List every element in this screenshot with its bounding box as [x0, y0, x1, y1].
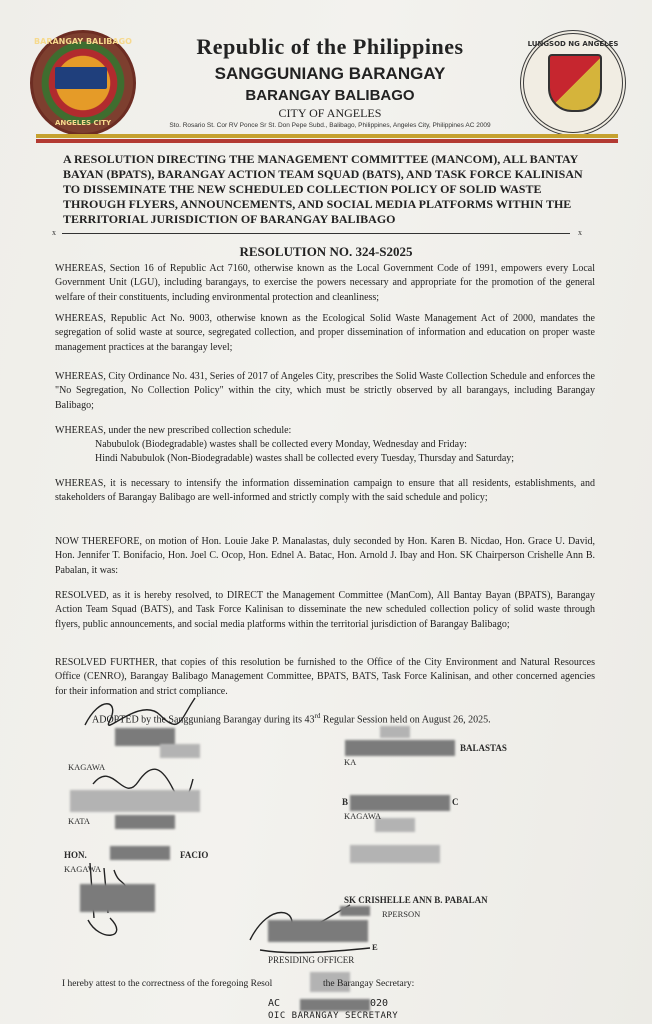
left-seal-top-text: BARANGAY BALIBAGO	[34, 37, 132, 46]
title-separator	[52, 228, 582, 237]
paragraph-whereas-1: WHEREAS, Section 16 of Republic Act 7160, otherwise known as the Local Government Code of 1991, empowers every Local Government Unit (LGU), including barangays, to exercise the powers necessary and appropriate for the promotion of the general welfare of their constituents, including environmental protection and cleanliness;	[55, 263, 595, 303]
redacted-name-5	[350, 845, 440, 863]
paragraph-whereas-2: WHEREAS, Republic Act No. 9003, otherwise known as the Ecological Solid Waste Management Act of 2000, mandates the segregation of solid waste at source, segregated collection, and proper dissemination of information and education on proper waste management practices at the barangay level;	[55, 313, 595, 353]
signature-scribble-1	[80, 690, 200, 730]
schedule-biodegradable: Nabubulok (Biodegradable) wastes shall be collected every Monday, Wednesday and Friday:	[95, 439, 467, 450]
header-barangay: BARANGAY BALIBAGO	[245, 87, 415, 104]
signatory-right-2-name: B	[342, 797, 349, 807]
header-city: CITY OF ANGELES	[278, 106, 382, 120]
signatory-left-3-name: FACIO	[180, 850, 209, 860]
attestation-text-a: I hereby attest to the correctness of the foregoing Resol	[62, 979, 273, 989]
secretary-handwriting-1: AC	[268, 998, 281, 1009]
redacted-name-11	[300, 999, 370, 1011]
header-divider-red	[36, 139, 618, 143]
signatory-right-2-role: KAGAWA	[344, 811, 382, 821]
redacted-name-6	[110, 846, 170, 860]
adopted-text-a: ADOPTED by the Sangguniang Barangay during its 43	[92, 714, 315, 726]
redacted-name-8	[340, 906, 370, 916]
signatory-left-3-prefix: HON.	[64, 850, 87, 860]
redacted-name-7	[80, 884, 155, 912]
signatory-left-2-role: KATA	[68, 816, 90, 826]
signatory-left-3-role: KAGAWA	[64, 864, 102, 874]
paragraph-now-therefore: NOW THEREFORE, on motion of Hon. Louie Jake P. Manalastas, duly seconded by Hon. Karen B. Nicdao, Hon. Grace U. David, Hon. Jennifer T. Bonifacio, Hon. Joel C. Ocop, Hon. Ednel A. Batac, Hon. Arnold J. Ibay and Hon. SK Chairperson Crishelle Ann B. Pabalan, it was:	[55, 536, 595, 576]
signatory-right-1-name: BALASTAS	[460, 743, 507, 753]
signatory-left-1-role: KAGAWA	[68, 762, 106, 772]
redacted-name-3b	[115, 815, 175, 829]
redacted-name-3	[70, 790, 200, 812]
signatory-sk-chair-role: RPERSON	[382, 909, 421, 919]
resolution-title: A RESOLUTION DIRECTING THE MANAGEMENT COMMITTEE (MANCOM), ALL BANTAY BAYAN (BPATS), BARANGAY ACTION TEAM SQUAD (BATS), AND TASK FORCE KALINISAN TO DISSEMINATE THE NEW SCHEDULED COLLECTION POLICY OF SOLID WASTE THROUGH FLYERS, ANNOUNCEMENTS, AND SOCIAL MEDIA PLATFORMS WITHIN THE TERRITORIAL JURISDICTION OF BARANGAY BALIBAGO	[63, 152, 583, 226]
redacted-name-9	[268, 920, 368, 942]
attestation-statement	[62, 977, 582, 991]
header-council: SANGGUNIANG BARANGAY	[214, 64, 446, 83]
signatory-right-1-role: KA	[344, 757, 357, 767]
adopted-text-b: Regular Session held on August 26, 2025.	[320, 714, 491, 726]
paragraph-resolved: RESOLVED, as it is hereby resolved, to DIRECT the Management Committee (ManCom), All Bantay Bayan (BPATS), Barangay Action Team Squad (BATS), and Task Force Kalinisan to disseminate the new scheduled collection policy of solid waste through flyers, public announcements, and social media platforms within the territorial jurisdiction of Barangay Balibago;	[55, 590, 595, 630]
header-divider-gold	[36, 134, 618, 138]
signatory-right-2-suffix: C	[452, 797, 459, 807]
left-seal-bottom-text: ANGELES CITY	[54, 119, 112, 127]
paragraph-whereas-4: WHEREAS, under the new prescribed collection schedule:	[55, 425, 292, 436]
presiding-officer-role: PRESIDING OFFICER	[268, 955, 355, 965]
city-shield-icon	[548, 54, 602, 112]
separator-x-left: x	[52, 228, 56, 237]
paragraph-whereas-3: WHEREAS, City Ordinance No. 431, Series of 2017 of Angeles City, prescribes the Solid Waste Collection Schedule and enforces the "No Segregation, No Collection Policy" within the city, which must be strictly observed by all barangays, including Barangay Balibago;	[55, 371, 595, 411]
redacted-name-1b	[160, 744, 200, 758]
paragraph-whereas-5: WHEREAS, it is necessary to intensify the information dissemination campaign to ensure that all residents, establishments, and stakeholders of Barangay Balibago are well-informed and strictly comply with the said schedule and policy;	[55, 478, 595, 504]
header-address: Sto. Rosario St. Cor RV Ponce Sr St. Don Pepe Subd., Balibago, Philippines, Angeles City, Philippines AC 2009	[169, 122, 491, 129]
separator-x-right: x	[578, 228, 582, 237]
secretary-role-handwritten: OIC BARANGAY SECRETARY	[268, 1011, 399, 1021]
adopted-ordinal: rd	[314, 712, 321, 720]
schedule-non-biodegradable: Hindi Nabubulok (Non-Biodegradable) wastes shall be collected every Tuesday, Thursday and Saturday;	[95, 453, 515, 464]
header-republic: Republic of the Philippines	[196, 34, 464, 59]
right-seal-text: LUNGSOD NG ANGELES	[527, 40, 619, 48]
presiding-officer-suffix: E	[372, 942, 378, 952]
paragraph-resolved-further: RESOLVED FURTHER, that copies of this resolution be furnished to the Office of the City Environment and Natural Resources Office (CENRO), Barangay Balibago Management Committee, BPATS, BATS, Task Force Kalinisan, and other concerned agencies for their information and strict compliance.	[55, 657, 595, 697]
redacted-name-2b	[380, 726, 410, 738]
redacted-name-4	[350, 795, 450, 811]
resolution-number: RESOLUTION NO. 324-S2025	[239, 244, 413, 259]
attestation-text-b: the Barangay Secretary:	[323, 979, 415, 989]
separator-line	[62, 233, 570, 234]
secretary-handwriting-2: 020	[370, 998, 389, 1009]
signatory-sk-chair-name: SK CRISHELLE ANN B. PABALAN	[344, 895, 488, 905]
redacted-name-2	[345, 740, 455, 756]
